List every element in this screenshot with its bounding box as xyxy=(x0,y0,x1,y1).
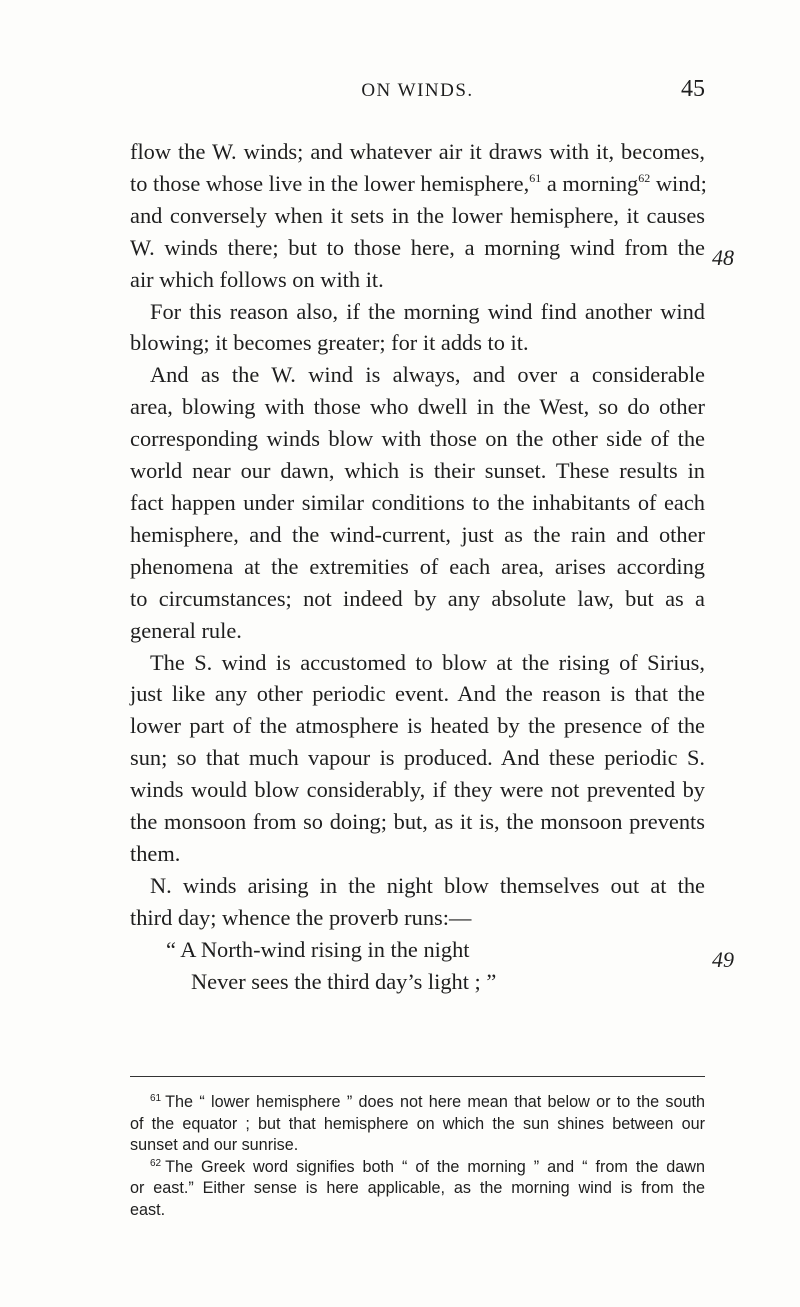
footnote-mark: 61 xyxy=(150,1093,162,1104)
text-line: flow the W. winds; and whatever air it draws with it, becomes, xyxy=(130,139,705,164)
text-line: corresponding winds blow with those on the other side of the xyxy=(130,426,705,452)
footnote-divider xyxy=(130,1076,705,1077)
text-line: winds would blow considerably, if they were not prevented by xyxy=(130,777,705,803)
margin-section-number: 49 xyxy=(712,947,734,972)
text-line: N. winds arising in the night blow themselves out at the xyxy=(150,872,705,898)
text-line: air which follows on with it. xyxy=(130,266,384,292)
verse-line: Never sees the third day’s light ; ” xyxy=(191,968,497,994)
text-line: general rule. xyxy=(130,617,242,643)
text-line: lower part of the atmosphere is heated by the presence of the xyxy=(130,713,705,739)
text-line: to circumstances; not indeed by any absolute law, but as a xyxy=(130,585,705,611)
verse-line: “ A North-wind rising in the night xyxy=(166,936,470,962)
footnote-mark: 62 xyxy=(150,1157,162,1169)
text-line: W. winds there; but to those here, a morning wind from the xyxy=(130,234,705,260)
text-line: hemisphere, and the wind-current, just as the rain and other xyxy=(130,521,705,547)
footnote-line: $^{62}$ The Greek word signifies both “ of the morning ” and “ from the dawn xyxy=(150,1157,705,1176)
body-text xyxy=(130,136,705,997)
footnote-line: east. xyxy=(130,1200,166,1219)
footnote-ref: 62 xyxy=(638,170,651,185)
page-header xyxy=(130,76,705,106)
text-line: blowing; it becomes greater; for it adds to it. xyxy=(130,330,529,356)
footnotes xyxy=(130,1092,705,1222)
text-line: third day; whence the proverb runs:— xyxy=(130,904,472,930)
text-line: world near our dawn, which is their sunset. These results in xyxy=(130,458,705,484)
text-line: and conversely when it sets in the lower hemisphere, it causes xyxy=(130,202,705,228)
text-line: to those whose live in the lower hemisphere,$^{61}$ a morning$^{62}$ wind; xyxy=(130,170,707,196)
footnote-ref: 61 xyxy=(529,170,542,185)
margin-section-number: 48 xyxy=(712,245,734,270)
text-line: them. xyxy=(130,840,181,866)
text-line: For this reason also, if the morning wind find another wind xyxy=(150,298,705,324)
footnote-line: $^{61}$ The “ lower hemisphere ” does not here mean that below or to the south xyxy=(150,1093,705,1111)
text-line: sun; so that much vapour is produced. And these periodic S. xyxy=(130,745,705,771)
running-head: ON WINDS. xyxy=(361,80,474,101)
text-line: phenomena at the extremities of each area, arises according xyxy=(130,553,705,579)
text-line: just like any other periodic event. And the reason is that the xyxy=(130,681,705,707)
text-line: area, blowing with those who dwell in the West, so do other xyxy=(130,394,705,420)
footnote-line: of the equator ; but that hemisphere on which the sun shines between our xyxy=(130,1114,705,1133)
text-line: the monsoon from so doing; but, as it is, the monsoon prevents xyxy=(130,809,705,835)
page-number: 45 xyxy=(681,76,705,102)
text-line: fact happen under similar conditions to the inhabitants of each xyxy=(130,489,705,515)
footnote-line: sunset and our sunrise. xyxy=(130,1136,299,1155)
text-line: The S. wind is accustomed to blow at the rising of Sirius, xyxy=(150,649,705,675)
footnote-line: or east.” Either sense is here applicable, as the morning wind is from the xyxy=(130,1179,705,1198)
text-line: And as the W. wind is always, and over a considerable xyxy=(150,362,705,388)
